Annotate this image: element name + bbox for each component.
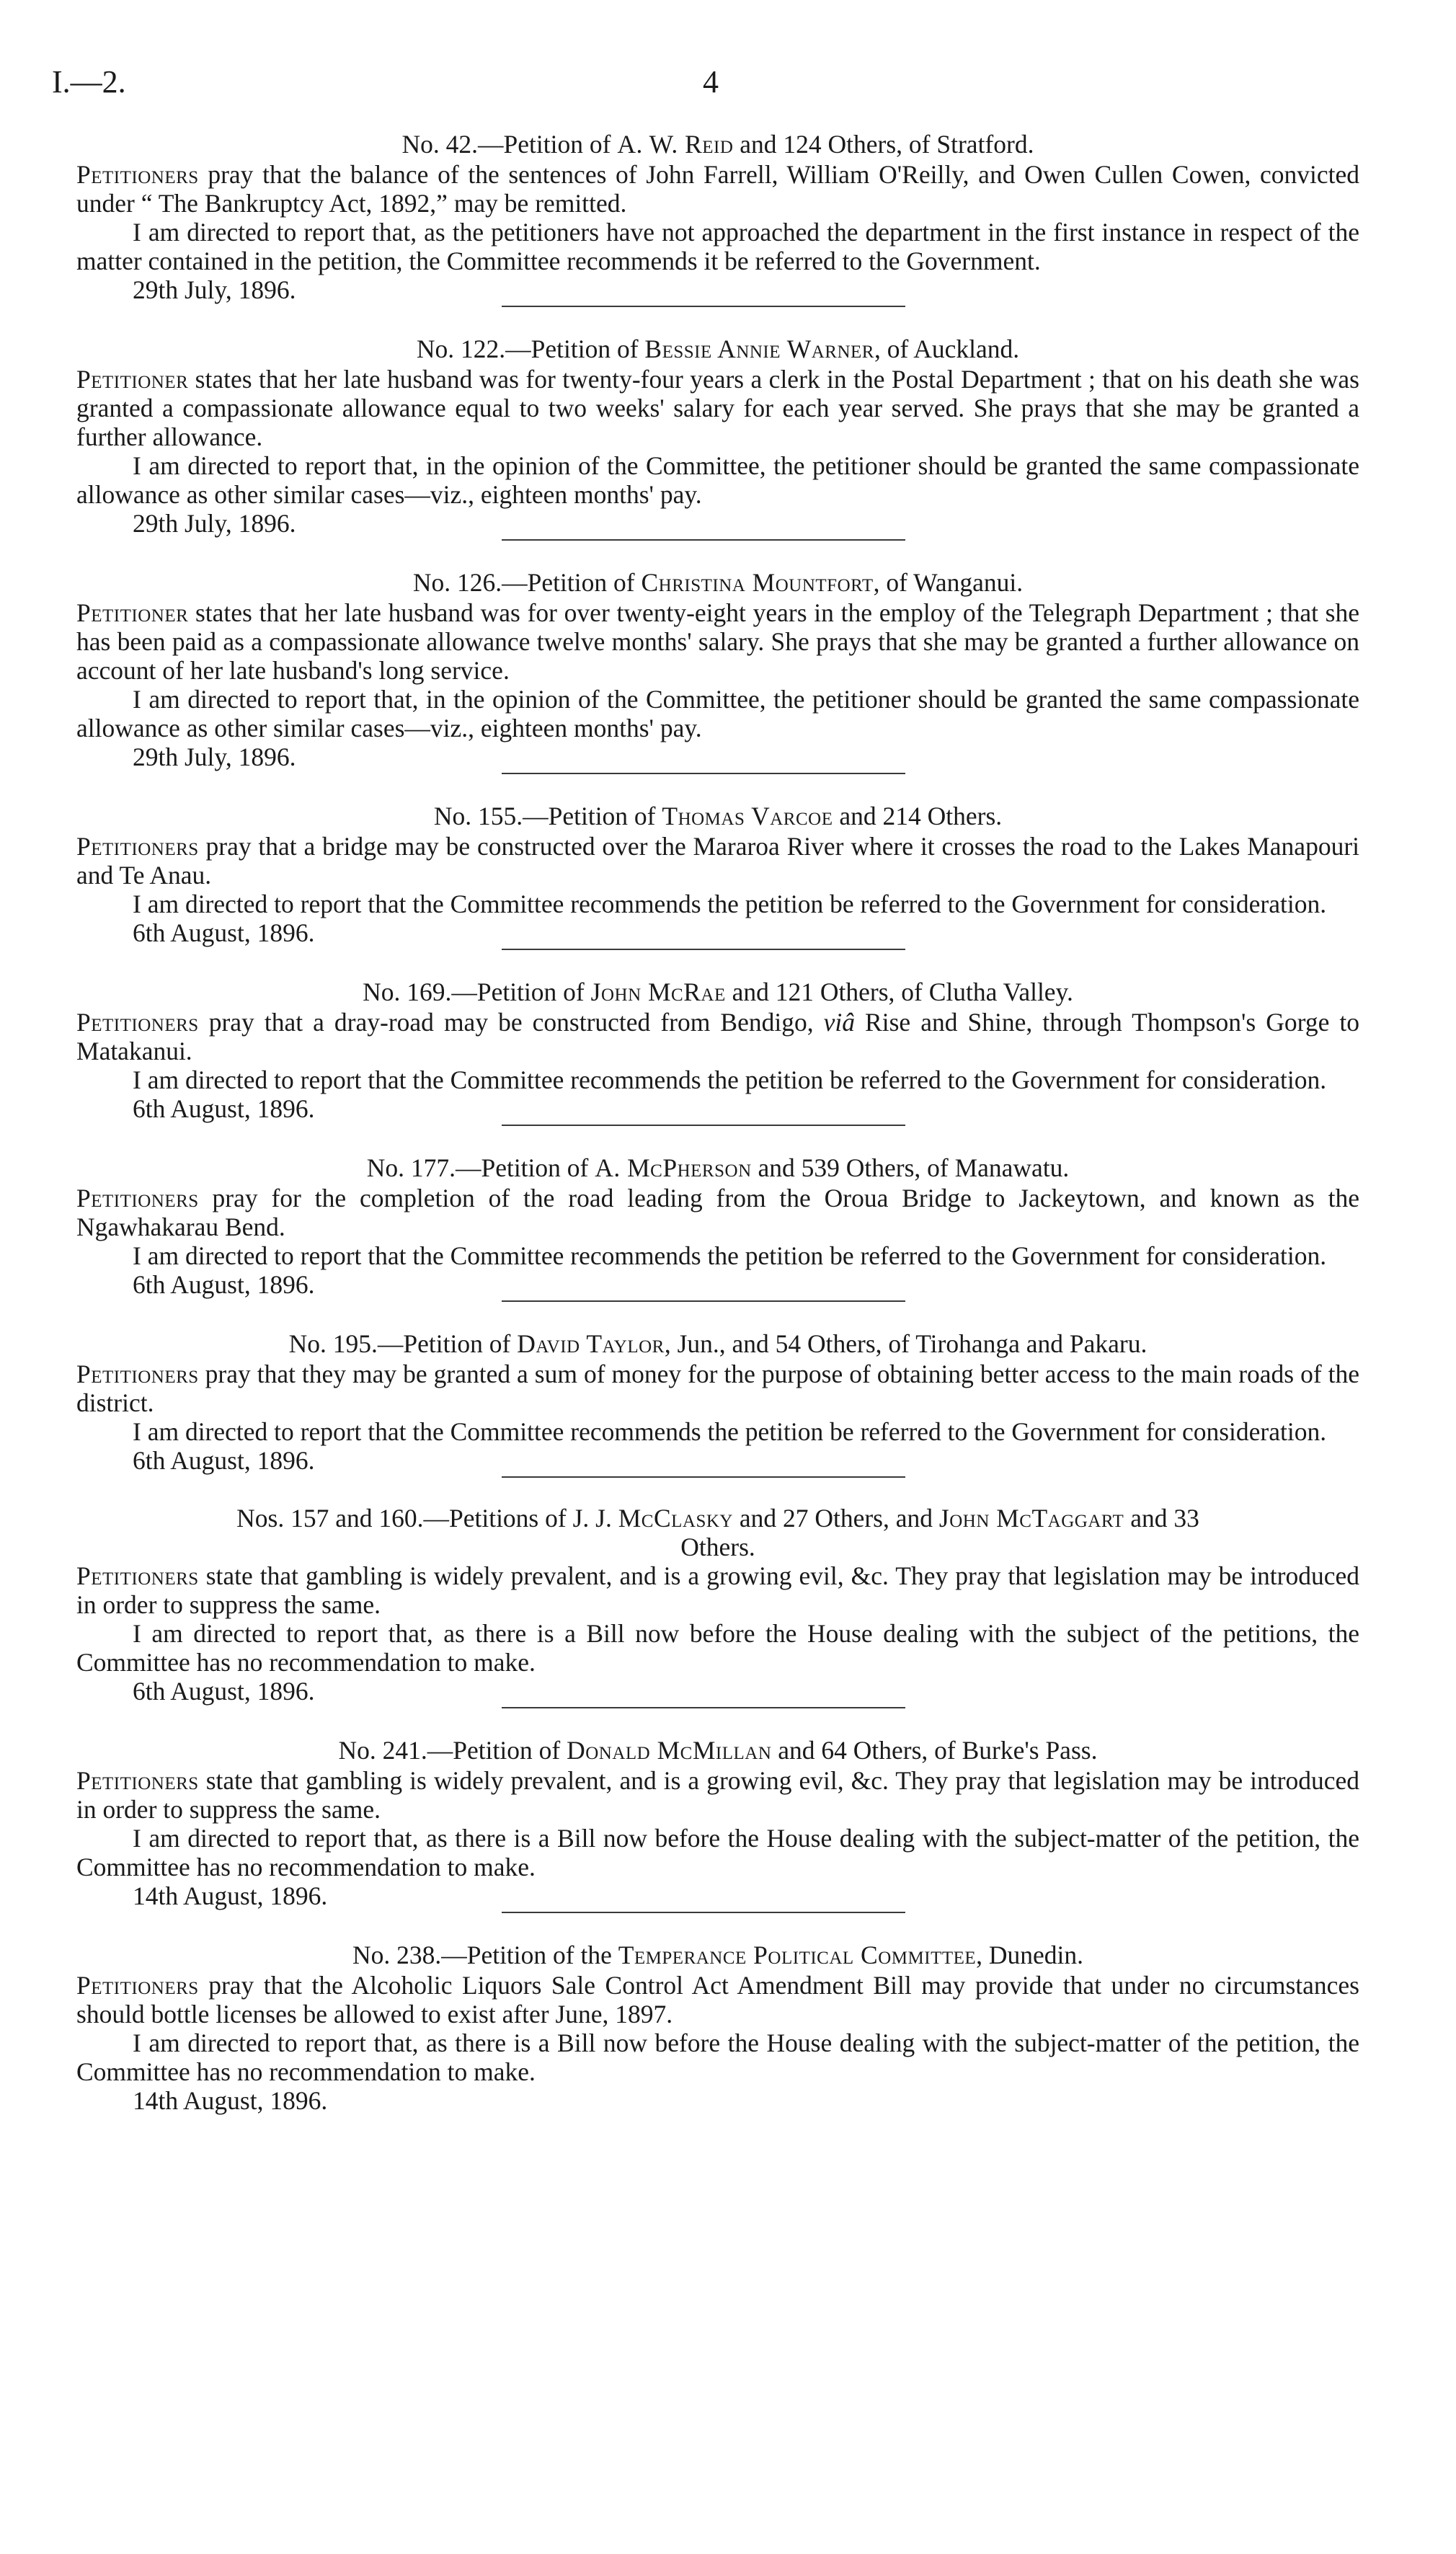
petition-statement: Petitioners pray that the balance of the sentences of John Farrell, William O'Reilly, and Owen Cullen Cowen, convicted under “ The Bankruptcy Act, 1892,” may be remitted. (76, 160, 1359, 218)
petition-title: No. 155.—Petition of Thomas Varcoe and 214 Others. (433, 802, 1003, 830)
report-date: 29th July, 1896. (133, 275, 296, 304)
petition-title: No. 42.—Petition of A. W. Reid and 124 Others, of Stratford. (401, 130, 1034, 159)
section-divider (76, 771, 1359, 800)
report-date: 6th August, 1896. (133, 918, 315, 947)
report-date: 29th July, 1896. (133, 509, 296, 538)
petition-title: No. 241.—Petition of Donald McMillan and 64 Others, of Burke's Pass. (338, 1736, 1098, 1765)
petition-statement: Petitioners pray that the Alcoholic Liquors Sale Control Act Amendment Bill may provide that under no circumstances should bottle licenses be allowed to exist after June, 1897. (76, 1971, 1359, 2028)
section-divider (76, 947, 1359, 976)
report-date: 6th August, 1896. (133, 1270, 315, 1299)
petition-block (76, 1939, 1359, 2115)
report-date: 14th August, 1896. (133, 1881, 328, 1910)
petition-statement: Petitioners pray that a bridge may be constructed over the Mararoa River where it crosses the road to the Lakes Manapouri and Te Anau. (76, 832, 1359, 890)
petition-statement: Petitioner states that her late husband was for twenty-four years a clerk in the Postal Department ; that on his death she was granted a compassionate allowance equal to two weeks' salary for each year served. She prays that she may be granted a further allowance. (76, 365, 1359, 451)
petition-title: No. 126.—Petition of Christina Mountfort, of Wanganui. (412, 568, 1024, 597)
report-date: 6th August, 1896. (133, 1094, 315, 1123)
petition-block (76, 1734, 1359, 1910)
petition-statement: Petitioners pray that a dray-road may be constructed from Bendigo, viâ Rise and Shine, through Thompson's Gorge to Matakanui. (76, 1008, 1359, 1065)
section-divider (76, 304, 1359, 333)
section-divider (76, 1706, 1359, 1734)
report-date: 14th August, 1896. (133, 2086, 328, 2115)
petition-statement: Petitioners pray that they may be granted a sum of money for the purpose of obtaining better access to the main roads of the district. (76, 1360, 1359, 1417)
committee-report: I am directed to report that, in the opinion of the Committee, the petitioner should be granted the same compassionate allowance as other similar cases—viz., eighteen months' pay. (76, 685, 1359, 742)
petition-title: No. 195.—Petition of David Taylor, Jun., and 54 Others, of Tirohanga and Pakaru. (288, 1329, 1148, 1358)
committee-report: I am directed to report that the Committee recommends the petition be referred to the Government for consideration. (133, 1417, 1327, 1446)
petition-block (76, 1328, 1359, 1475)
petition-block (76, 1504, 1359, 1706)
petitions-list (76, 128, 1359, 2115)
petition-block (76, 1152, 1359, 1299)
report-date: 6th August, 1896. (133, 1446, 315, 1475)
page-number: 4 (703, 64, 719, 99)
petition-statement: Petitioners state that gambling is widely prevalent, and is a growing evil, &c. They pray that legislation may be introduced in order to suppress the same. (76, 1766, 1359, 1824)
report-date: 6th August, 1896. (133, 1677, 315, 1706)
petition-block (76, 800, 1359, 947)
petition-title: No. 177.—Petition of A. McPherson and 539 Others, of Manawatu. (366, 1153, 1070, 1182)
committee-report: I am directed to report that the Committee recommends the petition be referred to the Government for consideration. (133, 1241, 1327, 1270)
committee-report: I am directed to report that, as there is a Bill now before the House dealing with the subject-matter of the petition, the Committee has no recommendation to make. (76, 1824, 1359, 1881)
section-divider (76, 1910, 1359, 1939)
petition-block (76, 976, 1359, 1123)
committee-report: I am directed to report that the Committee recommends the petition be referred to the Government for consideration. (133, 890, 1327, 918)
committee-report: I am directed to report that, as the petitioners have not approached the department in the first instance in respect of the matter contained in the petition, the Committee recommends it be referred to the Government. (76, 218, 1359, 275)
section-divider (76, 1475, 1359, 1504)
committee-report: I am directed to report that the Committee recommends the petition be referred to the Government for consideration. (133, 1065, 1327, 1094)
petition-title-continued: Others. (680, 1533, 755, 1561)
document-reference: I.—2. (52, 64, 126, 99)
petition-block (76, 128, 1359, 304)
committee-report: I am directed to report that, as there is a Bill now before the House dealing with the subject-matter of the petition, the Committee has no recommendation to make. (76, 2028, 1359, 2086)
petition-title: Nos. 157 and 160.—Petitions of J. J. McClasky and 27 Others, and John McTaggart and 33 (236, 1504, 1199, 1533)
petition-statement: Petitioners state that gambling is widely prevalent, and is a growing evil, &c. They pray that legislation may be introduced in order to suppress the same. (76, 1561, 1359, 1619)
section-divider (76, 538, 1359, 567)
section-divider (76, 1123, 1359, 1152)
section-divider (76, 1299, 1359, 1328)
petition-block (76, 567, 1359, 771)
petition-title: No. 169.—Petition of John McRae and 121 Others, of Clutha Valley. (363, 977, 1073, 1006)
petition-statement: Petitioners pray for the completion of the road leading from the Oroua Bridge to Jackeytown, and known as the Ngawhakarau Bend. (76, 1184, 1359, 1241)
petition-block (76, 333, 1359, 538)
committee-report: I am directed to report that, as there is a Bill now before the House dealing with the subject of the petitions, the Committee has no recommendation to make. (76, 1619, 1359, 1677)
committee-report: I am directed to report that, in the opinion of the Committee, the petitioner should be granted the same compassionate allowance as other similar cases—viz., eighteen months' pay. (76, 451, 1359, 509)
petition-title: No. 238.—Petition of the Temperance Political Committee, Dunedin. (352, 1941, 1084, 1969)
petition-statement: Petitioner states that her late husband was for over twenty-eight years in the employ of the Telegraph Department ; that she has been paid as a compassionate allowance twelve months' salary. She prays that she may be granted a further allowance on account of her late husband's long service. (76, 598, 1359, 685)
report-date: 29th July, 1896. (133, 742, 296, 771)
petition-title: No. 122.—Petition of Bessie Annie Warner, of Auckland. (416, 334, 1020, 363)
